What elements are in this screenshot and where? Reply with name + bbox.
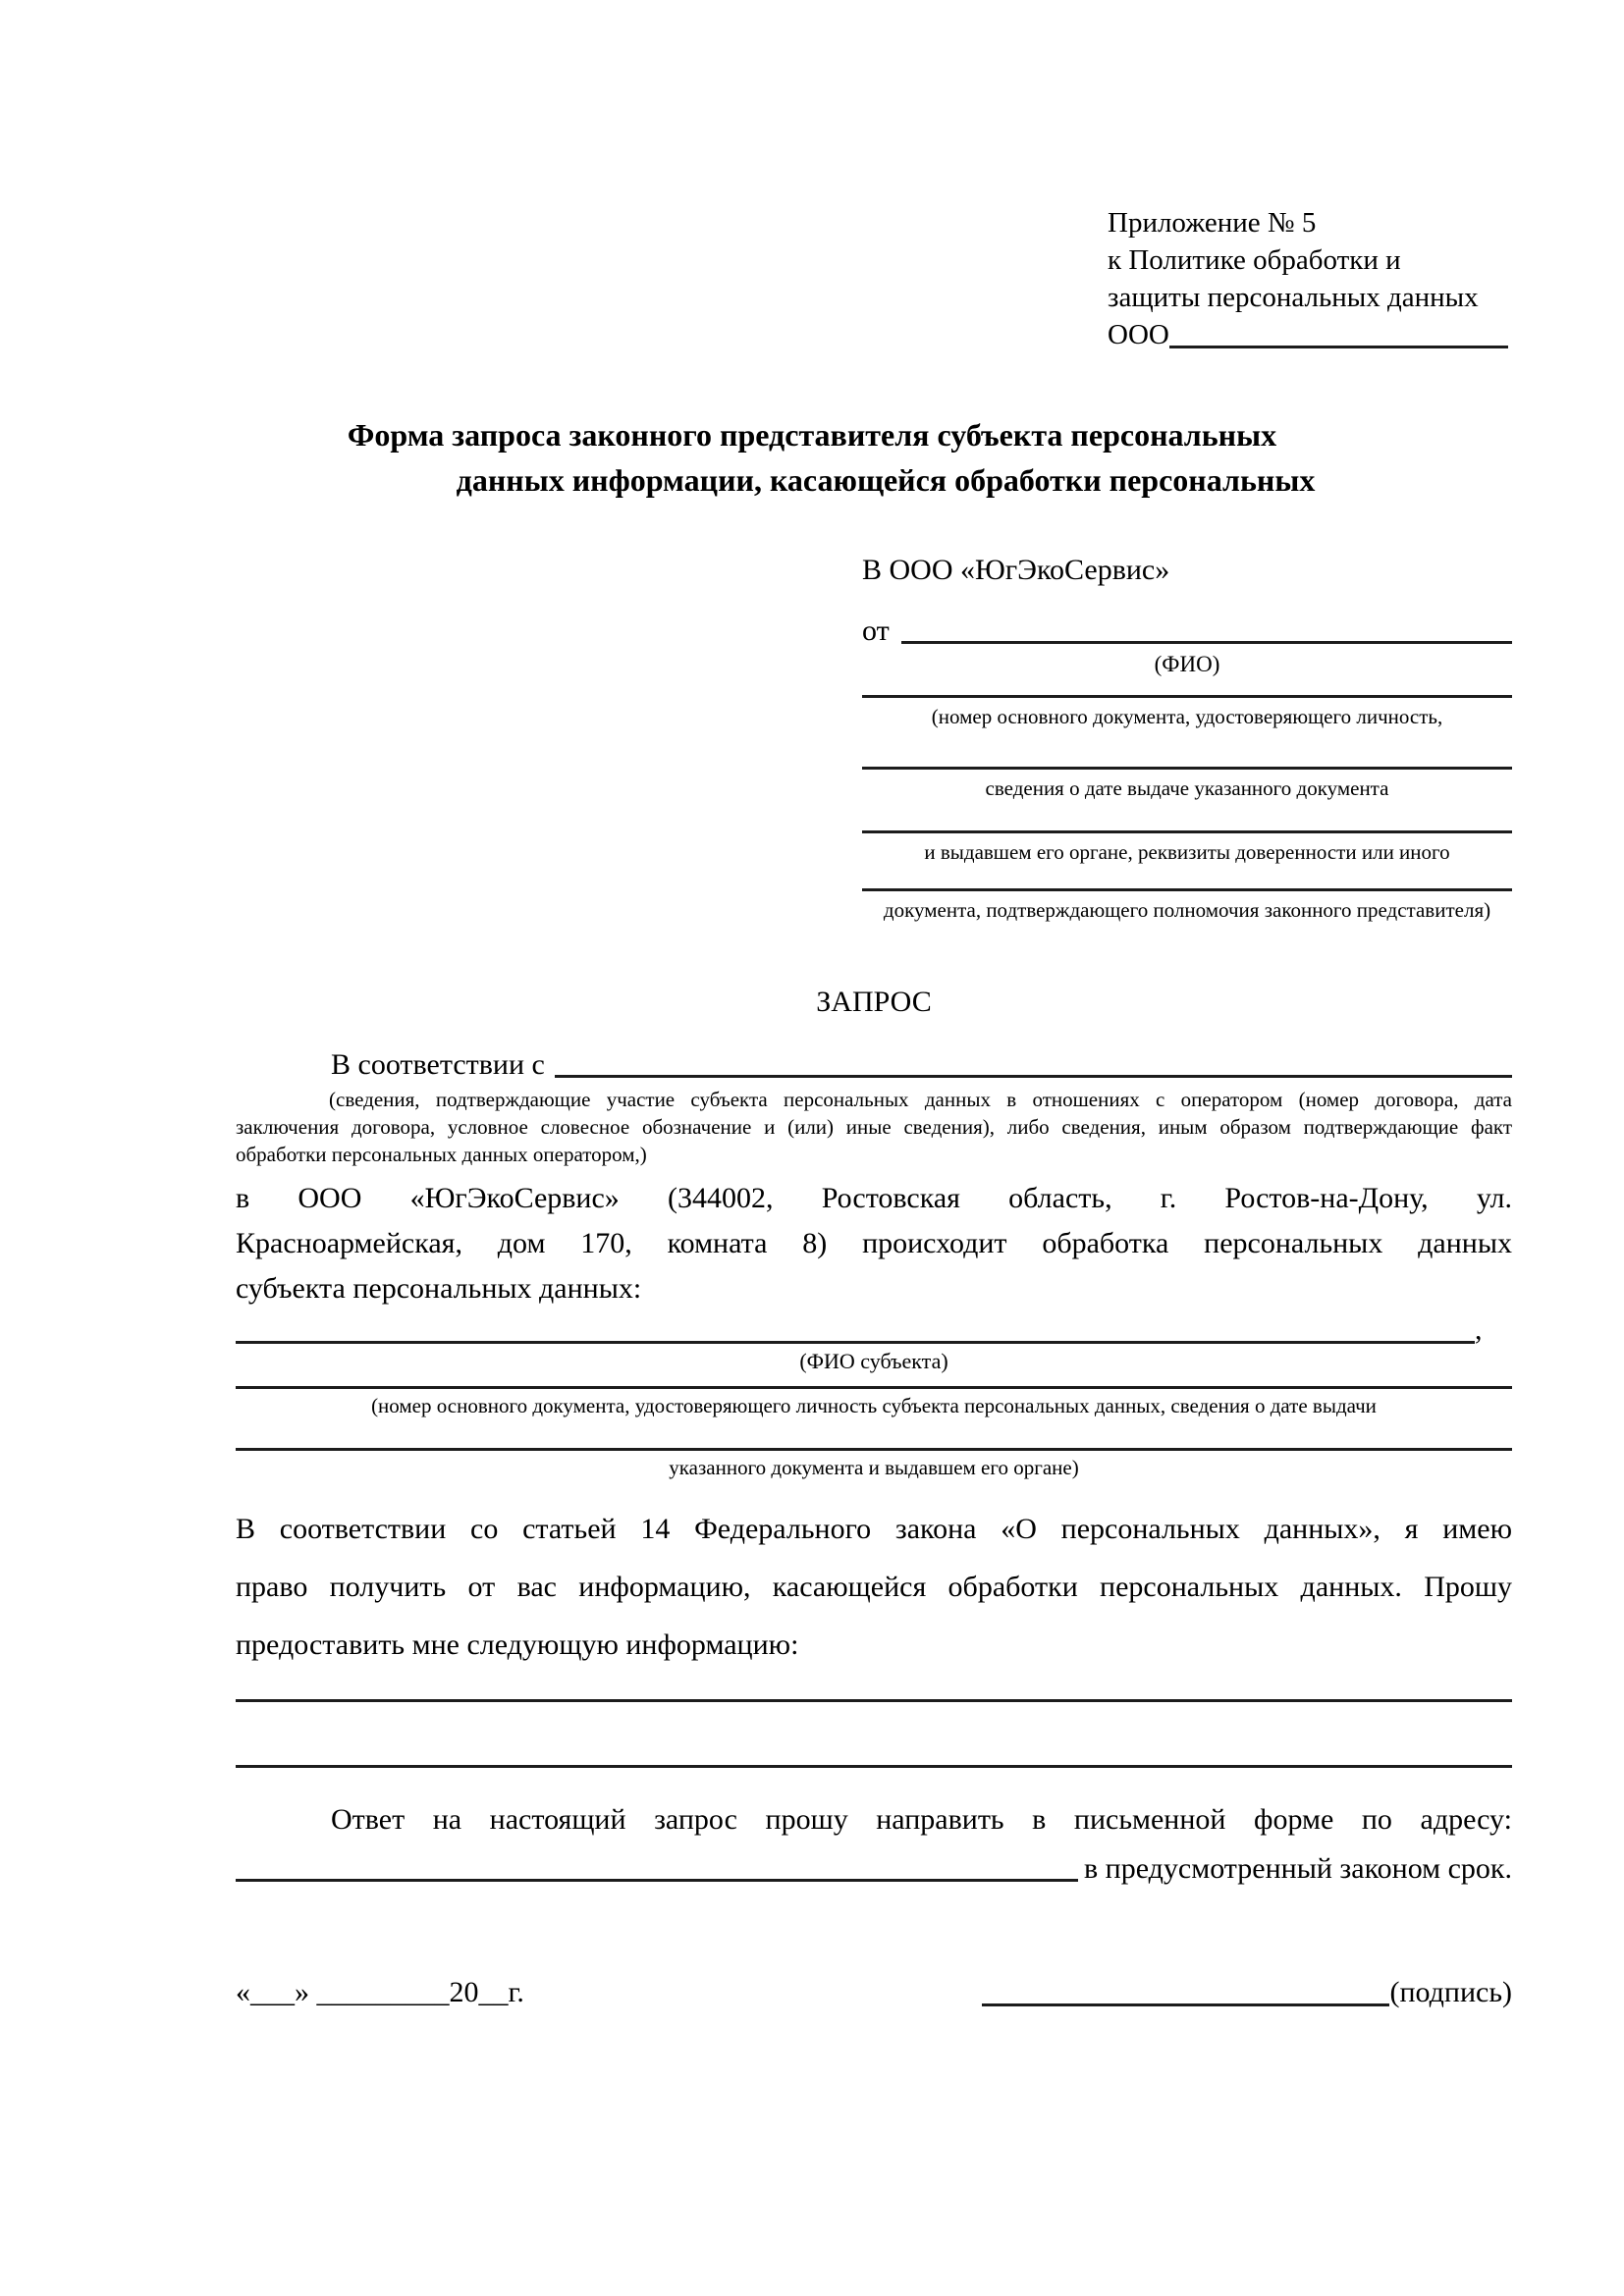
addressee-block — [862, 550, 1512, 923]
title-line-1: Форма запроса законного представителя субъекта персональных — [347, 417, 1277, 453]
doc-caption-4: документа, подтверждающего полномочия законного представителя) — [883, 898, 1491, 922]
law-line-3: предоставить мне следующую информацию: — [236, 1629, 799, 1661]
footnote-line-2: заключения договора, условное словесное обозначение и (или) иные сведения), либо сведения, иным образом подтверждающие факт — [236, 1115, 1512, 1139]
subject-fio-comma: , — [1475, 1313, 1483, 1346]
request-heading: ЗАПРОС — [816, 986, 932, 1018]
according-line — [236, 1044, 1512, 1086]
operator-line-2: Красноармейская, дом 170, комната 8) происходит обработка персональных данных — [236, 1227, 1512, 1259]
law-line-2: право получить от вас информацию, касающейся обработки персональных данных. Прошу — [236, 1571, 1512, 1603]
address-blank-line — [236, 1848, 1078, 1882]
signature-line — [982, 1972, 1512, 2013]
ooo-label: ООО — [1108, 319, 1169, 350]
doc-caption-3: и выдавшем его органе, реквизиты доверенности или иного — [924, 840, 1450, 864]
annex-line-2: к Политике обработки и — [1108, 244, 1401, 276]
subject-doc-caption-2: указанного документа и выдавшем его органе) — [669, 1456, 1079, 1479]
footnote-line-1: (сведения, подтверждающие участие субъекта персональных данных в отношениях с оператором (номер договора, дата — [329, 1088, 1512, 1111]
answer-paragraph: Ответ на настоящий запрос прошу направить в письменной форме по адресу: — [331, 1803, 1512, 1836]
annex-line-1: Приложение № 5 — [1108, 207, 1317, 239]
info-blank-line-1 — [236, 1699, 1512, 1702]
fio-caption: (ФИО) — [1154, 652, 1220, 676]
signature-caption: (подпись) — [1389, 1976, 1512, 2008]
document-title — [118, 412, 1506, 503]
operator-line-3: субъекта персональных данных: — [236, 1272, 642, 1305]
subject-fio-line — [236, 1311, 1512, 1349]
doc-caption-1: (номер основного документа, удостоверяющего личность, — [931, 705, 1443, 728]
doc-caption-2: сведения о дате выдаче указанного документа — [985, 776, 1389, 800]
doc-blank-line-4 — [862, 888, 1512, 891]
info-blank-line-2 — [236, 1765, 1512, 1768]
according-label: В соответствии с — [331, 1048, 545, 1081]
according-blank-line — [555, 1044, 1512, 1078]
ooo-blank-line — [1169, 322, 1508, 348]
signature-blank-line — [982, 1976, 1389, 2006]
operator-line-1: в ООО «ЮгЭкоСервис» (344002, Ростовская область, г. Ростов-на-Дону, ул. — [236, 1182, 1512, 1214]
doc-blank-line-3 — [862, 830, 1512, 833]
according-footnote — [236, 1086, 1512, 1168]
annex-line-3: защиты персональных данных — [1108, 282, 1479, 313]
addressee-company: В ООО «ЮгЭкоСервис» — [862, 554, 1170, 586]
annex-ooo-line — [1108, 316, 1530, 353]
doc-blank-line-2 — [862, 767, 1512, 770]
answer-address-line — [236, 1848, 1512, 1890]
from-label: от — [862, 614, 890, 647]
date-line: «___» _________20__г. — [236, 1976, 524, 2008]
signature-row — [236, 1972, 1512, 2013]
title-line-2: данных информации, касающейся обработки персональных — [456, 462, 1316, 498]
answer-tail-text: в предусмотренный законом срок. — [1084, 1852, 1512, 1885]
annex-note — [1108, 204, 1530, 353]
doc-blank-line-1 — [862, 695, 1512, 698]
subject-doc-caption-1: (номер основного документа, удостоверяющего личность субъекта персональных данных, сведения о дате выдачи — [371, 1394, 1377, 1417]
fio-blank-line — [901, 611, 1512, 644]
from-line — [862, 611, 1512, 652]
subject-doc-blank-line-2 — [236, 1448, 1512, 1451]
subject-fio-blank-line — [236, 1313, 1475, 1344]
subject-fio-caption: (ФИО субъекта) — [799, 1349, 948, 1373]
request-body — [236, 982, 1512, 2013]
law-paragraph — [236, 1500, 1512, 1674]
law-line-1: В соответствии со статьей 14 Федерального закона «О персональных данных», я имею — [236, 1513, 1512, 1545]
footnote-line-3: обработки персональных данных оператором,) — [236, 1143, 647, 1166]
operator-paragraph — [236, 1176, 1512, 1311]
subject-doc-blank-line-1 — [236, 1386, 1512, 1389]
